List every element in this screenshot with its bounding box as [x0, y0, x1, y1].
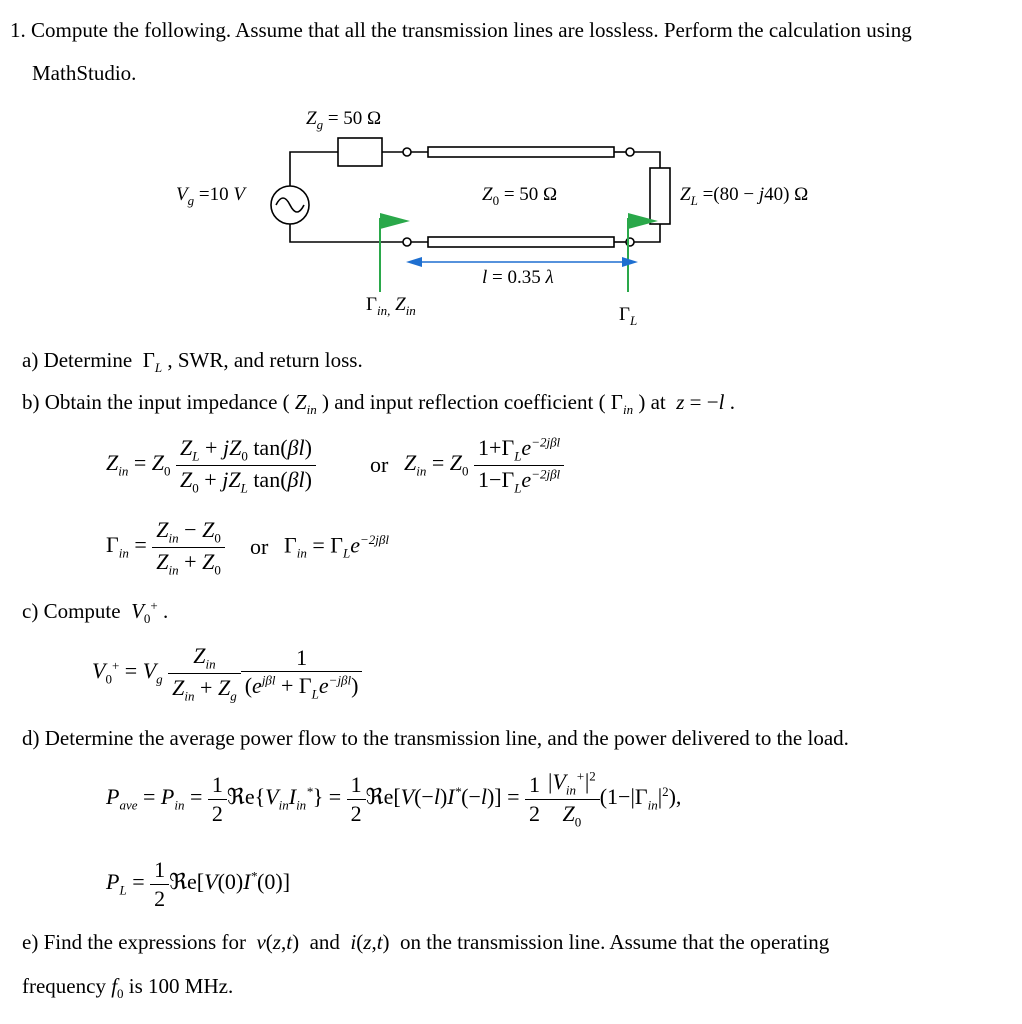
zg-resistor: [338, 138, 382, 166]
zin-formula-2: $Z_{in} = Z_0$ $\frac{1+\Gamma_Le^{-2j\beta l}}{1-\Gamma_Le^{-2j\beta l}}$: [404, 434, 564, 496]
terminal-top-right: [626, 148, 634, 156]
length-label: l = 0.35 λ: [482, 267, 554, 288]
tline-top-conductor: [428, 147, 614, 157]
gamma-formula-1: $\Gamma_{in}$ = $\frac{Z_{in} - Z_0}{Z_{in} + Z_0}$: [106, 516, 225, 578]
problem-intro-line2: MathStudio.: [32, 61, 137, 85]
zg-label: $Z_g = 50$ Ω: [306, 108, 382, 132]
gamma-formula-2: $\Gamma_{in} = \Gamma_Le^{-2j\beta l}$: [284, 532, 389, 561]
part-b: b) Obtain the input impedance ( $Z_{in}$ ) and input reflection coefficient ( $\Gamma_{in}$ ) at z = −l .: [22, 390, 735, 418]
part-a: a) Determine $\Gamma_L$ , SWR, and return loss.: [22, 348, 363, 376]
part-e-line1: e) Find the expressions for v(z,t) and i(z,t) on the transmission line. Assume that the operating: [22, 930, 830, 954]
problem-intro-line1: 1. Compute the following. Assume that all the transmission lines are lossless. Perform the calculation using: [10, 18, 912, 42]
gamma-l-label: $\Gamma_L$: [619, 304, 638, 328]
part-d: d) Determine the average power flow to the transmission line, and the power delivered to the load.: [22, 726, 849, 750]
or-1: or: [370, 452, 389, 477]
zin-formula-1: $Z_{in} = Z_0$ $\frac{Z_L + jZ_0 \tan(\beta l)}{Z_0 + jZ_L \tan(\beta l)}$: [106, 434, 316, 496]
zl-load: [650, 168, 670, 224]
gamma-in-label: $\Gamma_{in,}$ $Z_{in}$: [366, 294, 416, 318]
pl-formula: $P_L$ = $\frac{1}{2}$ ℜe[V(0)I*(0)]: [106, 857, 291, 911]
zl-label: $Z_L =(80 - j40)$ Ω: [680, 184, 809, 208]
z0-label: $Z_0 = 50$ Ω: [482, 184, 558, 208]
tline-bottom-conductor: [428, 237, 614, 247]
circuit-diagram: [0, 0, 1022, 340]
pave-formula: $P_{ave} = P_{in}$ = $\frac{1}{2}$ $ℜe\{V_{in}I_{in}^*\}$ = $\frac{1}{2}$ ℜe[V(−l)I*(−l)] = $\frac{1}{2}$ $\frac{|V_{in}^+|^2}{Z_0}$ $(1-|\Gamma_{in}|^2)$,: [106, 768, 682, 830]
part-c: c) Compute $V_0^+$ .: [22, 598, 169, 627]
or-2: or: [250, 534, 269, 559]
terminal-top-left: [403, 148, 411, 156]
gamma-in-marker-flag: [380, 213, 410, 229]
wire-top-left: [290, 152, 338, 188]
terminal-bottom-left: [403, 238, 411, 246]
vg-label: $V_g =10$ V: [176, 184, 245, 208]
part-e-line2: frequency $f_0$ is 100 MHz.: [22, 974, 234, 1002]
v0-formula: $V_0^+ = V_g$ $\frac{Z_{in}}{Z_{in} + Z_g}$ $\frac{1}{(e^{j\beta l} + \Gamma_Le^{-j\beta l})}$: [92, 642, 362, 704]
